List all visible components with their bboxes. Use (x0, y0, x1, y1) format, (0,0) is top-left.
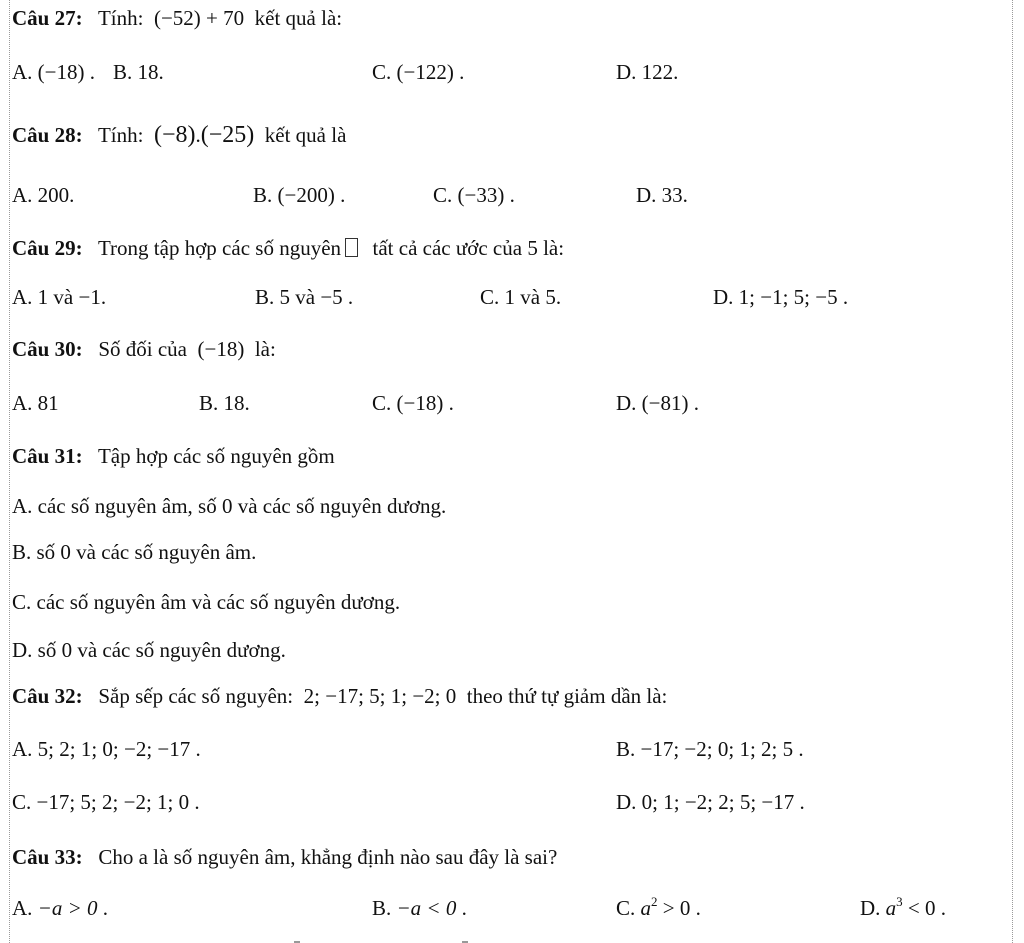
question-label: Câu 32: (12, 684, 83, 708)
option-exponent: 3 (896, 894, 903, 909)
question-prefix: Số đối của (98, 337, 187, 361)
question-expression: (−52) + 70 (153, 6, 245, 30)
question-label: Câu 30: (12, 337, 83, 361)
question-suffix: kết quả là (264, 123, 347, 147)
option-end: . (695, 896, 701, 920)
option-d: D. 1; −1; 5; −5 . (713, 285, 849, 309)
option-math: −a > 0 (37, 896, 98, 920)
option-b: B. 18. (113, 60, 164, 84)
option-c (616, 896, 701, 921)
question-expression: 2; −17; 5; 1; −2; 0 (303, 684, 457, 708)
option-b: B. (−200) . (253, 183, 346, 207)
question-expression: (−18) (197, 337, 245, 361)
question-32 (12, 684, 667, 709)
option-c: C. (−33) . (433, 183, 515, 207)
question-28 (12, 122, 346, 149)
option-d: D. 122. (616, 60, 679, 84)
question-label: Câu 33: (12, 845, 83, 869)
option-a: A. 200. (12, 183, 75, 207)
question-30 (12, 337, 276, 362)
question-prefix: Trong tập hợp các số nguyên (97, 236, 342, 260)
question-label: Câu 31: (12, 444, 83, 468)
option-letter: B. (372, 896, 392, 920)
option-a: A. 5; 2; 1; 0; −2; −17 . (12, 737, 201, 761)
question-expression-b: (−25) (200, 122, 255, 148)
option-end: . (102, 896, 109, 920)
option-c: C. các số nguyên âm và các số nguyên dương. (12, 590, 401, 614)
question-label: Câu 27: (12, 6, 83, 30)
option-base: a (640, 896, 652, 920)
question-prefix: Tính: (97, 6, 144, 30)
option-d: D. (−81) . (616, 391, 699, 415)
question-27 (12, 6, 342, 31)
option-b: B. −17; −2; 0; 1; 2; 5 . (616, 737, 804, 761)
question-31 (12, 444, 335, 469)
question-label: Câu 29: (12, 236, 83, 260)
question-suffix: kết quả là: (254, 6, 343, 30)
question-expression-a: (−8) (153, 122, 196, 148)
option-a: A. (−18) . (12, 60, 95, 84)
option-b: B. 5 và −5 . (255, 285, 354, 309)
missing-glyph-box-icon (345, 238, 358, 257)
option-base: a (885, 896, 897, 920)
option-d (860, 896, 946, 921)
option-d: D. số 0 và các số nguyên dương. (12, 638, 286, 662)
option-d: D. 0; 1; −2; 2; 5; −17 . (616, 790, 805, 814)
question-expression-dot: . (195, 123, 201, 147)
option-math: < 0 (902, 896, 936, 920)
option-b (372, 896, 467, 921)
option-a: A. 81 (12, 391, 59, 415)
option-c: C. (−122) . (372, 60, 465, 84)
question-29 (12, 236, 564, 261)
option-letter: D. (860, 896, 881, 920)
question-suffix: theo thứ tự giảm dần là: (466, 684, 668, 708)
option-b: B. số 0 và các số nguyên âm. (12, 540, 257, 564)
option-math: > 0 (657, 896, 691, 920)
option-c: C. −17; 5; 2; −2; 1; 0 . (12, 790, 200, 814)
option-end: . (940, 896, 947, 920)
question-suffix: là: (254, 337, 276, 361)
option-letter: C. (616, 896, 636, 920)
option-c: C. (−18) . (372, 391, 454, 415)
question-prefix: Sắp sếp các số nguyên: (98, 684, 294, 708)
option-a (12, 896, 108, 921)
option-end: . (461, 896, 467, 920)
option-a: A. các số nguyên âm, số 0 và các số nguyên dương. (12, 494, 447, 518)
option-c: C. 1 và 5. (480, 285, 562, 309)
question-suffix: tất cả các ước của 5 là: (372, 236, 565, 260)
option-letter: A. (12, 896, 33, 920)
option-d: D. 33. (636, 183, 688, 207)
option-b: B. 18. (199, 391, 250, 415)
question-prefix: Tập hợp các số nguyên gồm (97, 444, 335, 468)
option-math: −a < 0 (396, 896, 457, 920)
question-33 (12, 845, 557, 870)
question-label: Câu 28: (12, 123, 83, 147)
question-prefix: Cho a là số nguyên âm, khẳng định nào sau đây là sai? (98, 845, 558, 869)
option-exponent: 2 (651, 894, 658, 909)
option-a: A. 1 và −1. (12, 285, 107, 309)
question-prefix: Tính: (97, 123, 144, 147)
